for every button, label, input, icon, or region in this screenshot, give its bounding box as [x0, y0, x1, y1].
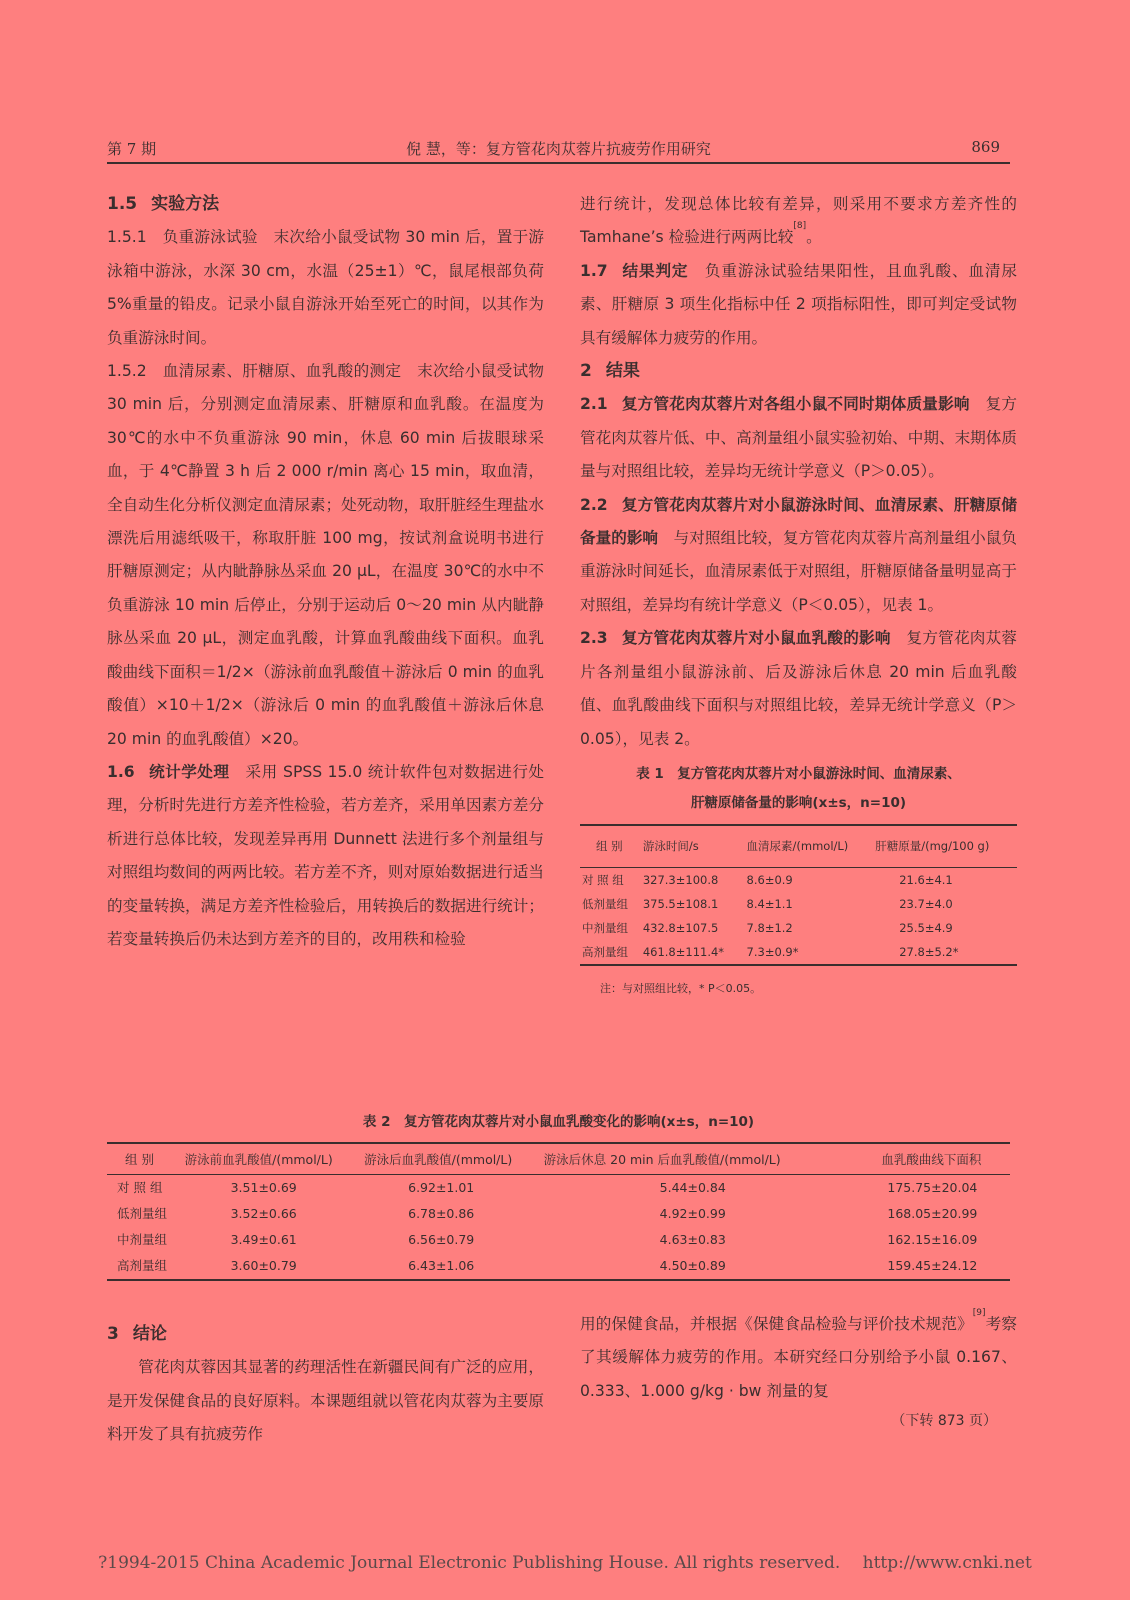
running-title: 倪 慧，等：复方管花肉苁蓉片抗疲劳作用研究 — [406, 140, 711, 158]
table-row: 中剂量组 3.49±0.61 6.56±0.79 4.63±0.83 162.15±16.09 — [117, 1232, 978, 1247]
table-2 — [107, 1110, 1010, 1281]
conclusion-right — [580, 1308, 1017, 1434]
conclusion-left — [107, 1318, 544, 1452]
copyright-footer: ?1994-2015 China Academic Journal Electronic Publishing House. All rights reserved. http://www.cnki.net — [98, 1553, 1032, 1573]
table-2-header: 组 别 — [107, 1143, 181, 1175]
right-column — [580, 188, 1017, 998]
table-2-header: 血乳酸曲线下面积 — [821, 1143, 1010, 1175]
paragraph-continued: 进行统计，发现总体比较有差异，则采用不要求方差齐性的 Tamhane’s 检验进行两两比较[8]。 — [580, 195, 1017, 247]
table-1 — [580, 760, 1017, 998]
table-1-header: 肝糖原量/(mg/100 g) — [873, 825, 1017, 868]
table-1-grid — [580, 824, 1017, 966]
table-1-header: 组 别 — [580, 825, 641, 868]
paragraph-2-1: 2.1 复方管花肉苁蓉片对各组小鼠不同时期体质量影响 复方管花肉苁蓉片低、中、高剂量组小鼠实验初始、中期、末期体质量与对照组比较，差异均无统计学意义（P＞0.05）。 — [580, 395, 1017, 481]
continued-note: （下转 873 页） — [891, 1413, 997, 1430]
table-2-header: 游泳前血乳酸值/(mmol/L) — [181, 1143, 361, 1175]
paragraph-2-2: 2.2 复方管花肉苁蓉片对小鼠游泳时间、血清尿素、肝糖原储备量的影响 与对照组比较，复方管花肉苁蓉片高剂量组小鼠负重游泳时间延长，血清尿素低于对照组，肝糖原储备量明显高于对照组，差异均有统计学意义（P＜0.05），见表 1。 — [580, 495, 1017, 614]
section-heading-3: 3 结论 — [107, 1324, 167, 1344]
reference-8: [8] — [793, 221, 807, 232]
table-row: 中剂量组 432.8±107.5 7.8±1.2 25.5±4.9 — [582, 921, 953, 936]
table-row: 高剂量组 3.60±0.79 6.43±1.06 4.50±0.89 159.45±24.12 — [107, 1253, 1010, 1280]
table-row: 对 照 组 327.3±100.8 8.6±0.9 21.6±4.1 — [582, 873, 953, 888]
conclusion-paragraph-continued: 用的保健食品，并根据《保健食品检验与评价技术规范》[9]考察了其缓解体力疲劳的作用。本研究经口分别给予小鼠 0.167、0.333、1.000 g/kg · bw 剂量的复 — [580, 1308, 1017, 1400]
table-2-header: 游泳后血乳酸值/(mmol/L) — [360, 1143, 540, 1175]
section-heading-1-5: 1.5 实验方法 — [107, 194, 220, 214]
table-2-caption: 表 2 复方管花肉苁蓉片对小鼠血乳酸变化的影响(x±s，n=10) — [362, 1114, 755, 1130]
table-1-caption-line-1: 表 1 复方管花肉苁蓉片对小鼠游泳时间、血清尿素、 — [636, 765, 961, 782]
table-1-caption-line-2: 肝糖原储备量的影响(x±s，n=10) — [690, 794, 907, 811]
paragraph-2-3: 2.3 复方管花肉苁蓉片对小鼠血乳酸的影响 复方管花肉苁蓉片各剂量组小鼠游泳前、后及游泳后休息 20 min 后血乳酸值、血乳酸曲线下面积与对照组比较，差异无统计学意义（P＞0.05），见表 2。 — [580, 629, 1017, 748]
conclusion-paragraph: 管花肉苁蓉因其显著的药理活性在新疆民间有广泛的应用，是开发保健食品的良好原料。本课题组就以管花肉苁蓉为主要原料开发了具有抗疲劳作 — [107, 1358, 544, 1444]
table-row: 低剂量组 375.5±108.1 8.4±1.1 23.7±4.0 — [582, 897, 953, 912]
running-header — [107, 136, 1010, 164]
page-number: 869 — [971, 138, 1000, 156]
paragraph-1-5-2: 1.5.2 血清尿素、肝糖原、血乳酸的测定 末次给小鼠受试物 30 min 后，分别测定血清尿素、肝糖原和血乳酸。在温度为 30℃的水中不负重游泳 90 min，休息 60 min 后拔眼球采血，于 4℃静置 3 h 后 2 000 r/min 离心 15 min，取血清，全自动生化分析仪测定血清尿素；处死动物，取肝脏经生理盐水漂洗后用滤纸吸干，称取肝脏 100 mg，按试剂盒说明书进行肝糖原测定；从内眦静脉丛采血 20 μL，在温度 30℃的水中不负重游泳 10 min 后停止，分别于运动后 0～20 min 从内眦静脉丛采血 20 μL，测定血乳酸，计算血乳酸曲线下面积。血乳酸曲线下面积＝1/2×（游泳前血乳酸值＋游泳后 0 min 的血乳酸值）×10＋1/2×（游泳后 0 min 的血乳酸值＋游泳后休息 20 min 的血乳酸值）×20。 — [107, 362, 544, 748]
issue-number: 第 7 期 — [107, 140, 157, 158]
reference-9: [9] — [972, 1308, 986, 1318]
table-1-header: 游泳时间/s — [641, 825, 745, 868]
table-2-grid — [107, 1142, 1010, 1281]
table-2-header: 游泳后休息 20 min 后血乳酸值/(mmol/L) — [540, 1143, 822, 1175]
section-heading-2: 2 结果 — [580, 361, 640, 382]
paragraph-1-6: 1.6 统计学处理 采用 SPSS 15.0 统计软件包对数据进行处理，分析时先进行方差齐性检验，若方差齐，采用单因素方差分析进行总体比较，发现差异再用 Dunnett 法进行多个剂量组与对照组均数间的两两比较。若方差不齐，则对原始数据进行适当的变量转换，满足方差齐性检验后，用转换后的数据进行统计；若变量转换后仍未达到方差齐的目的，改用秩和检验 — [107, 762, 544, 948]
table-1-note: 注：与对照组比较，* P＜0.05。 — [600, 982, 762, 996]
paragraph-1-7: 1.7 结果判定 负重游泳试验结果阳性，且血乳酸、血清尿素、肝糖原 3 项生化指标中任 2 项指标阳性，即可判定受试物具有缓解体力疲劳的作用。 — [580, 261, 1017, 347]
table-row: 对 照 组 3.51±0.69 6.92±1.01 5.44±0.84 175.75±20.04 — [117, 1180, 978, 1195]
table-1-header: 血清尿素/(mmol/L) — [745, 825, 874, 868]
table-row: 低剂量组 3.52±0.66 6.78±0.86 4.92±0.99 168.05±20.99 — [117, 1206, 978, 1221]
paragraph-1-5-1: 1.5.1 负重游泳试验 末次给小鼠受试物 30 min 后，置于游泳箱中游泳，水深 30 cm，水温（25±1）℃，鼠尾根部负荷 5%重量的铅皮。记录小鼠自游泳开始至死亡的时间，以其作为负重游泳时间。 — [107, 228, 544, 347]
left-column — [107, 188, 544, 956]
table-row: 高剂量组 461.8±111.4* 7.3±0.9* 27.8±5.2* — [580, 940, 1017, 965]
